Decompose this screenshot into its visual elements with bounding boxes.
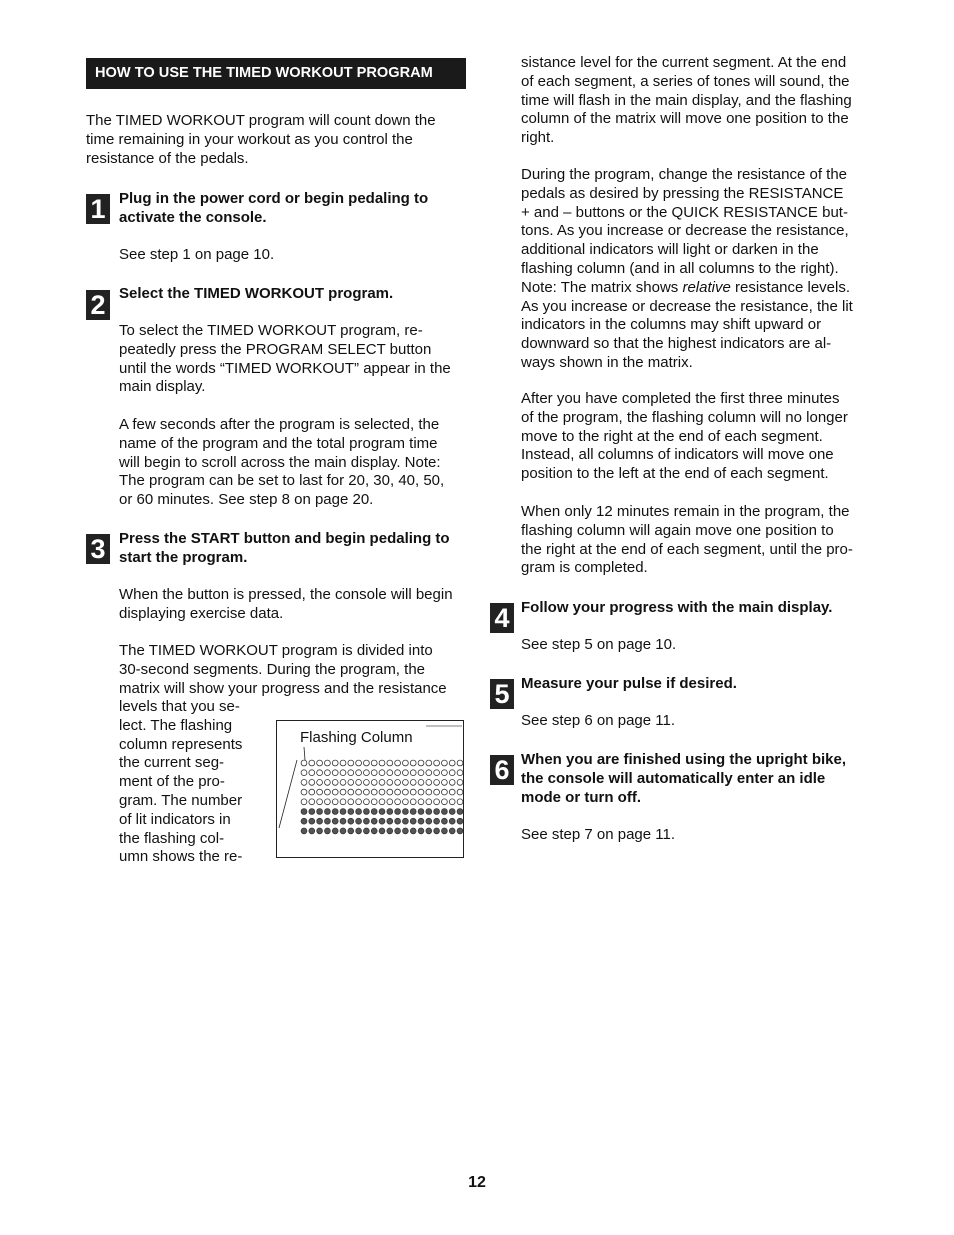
matrix-indicator [371, 760, 377, 766]
text-line: When the button is pressed, the console will begin [119, 586, 453, 603]
matrix-indicator [371, 789, 377, 795]
text-line: During the program, change the resistance of the [521, 166, 848, 183]
matrix-indicator [348, 780, 354, 786]
matrix-indicator [325, 799, 331, 805]
matrix-indicator [457, 818, 463, 824]
matrix-indicator [309, 780, 315, 786]
matrix-indicator [379, 770, 385, 776]
matrix-indicator [379, 799, 385, 805]
text-line: activate the console. [119, 208, 267, 226]
text-line: or 60 minutes. See step 8 on page 20. [119, 491, 374, 509]
text-line: downward so that the highest indicators are al- [521, 335, 832, 353]
matrix-indicator [340, 789, 346, 795]
matrix-indicator [371, 780, 377, 786]
matrix-indicator [301, 818, 307, 824]
text-line: When you are finished using the upright bike, [521, 751, 847, 768]
matrix-indicator [325, 789, 331, 795]
matrix-indicator [387, 818, 393, 824]
text-line: the console will automatically enter an idle [521, 769, 826, 787]
right-paragraph-3 [521, 390, 848, 484]
matrix-indicator [301, 780, 307, 786]
matrix-indicator [301, 828, 307, 834]
matrix-indicator [348, 770, 354, 776]
matrix-indicator [387, 809, 393, 815]
step-4-title [521, 599, 832, 618]
matrix-indicator [449, 760, 455, 766]
matrix-indicator [309, 799, 315, 805]
matrix-indicator [348, 760, 354, 766]
text-line: time remaining in your workout as you control the [86, 130, 413, 148]
flashing-column-label: Flashing Column [300, 729, 413, 746]
text-line: When only 12 minutes remain in the program, the [521, 503, 850, 520]
matrix-indicator [418, 799, 424, 805]
matrix-indicator [434, 809, 440, 815]
step-3-text-b [119, 642, 447, 698]
text-line: gram is completed. [521, 559, 648, 577]
step-2-title [119, 285, 393, 304]
matrix-indicator [379, 818, 385, 824]
matrix-indicator [332, 818, 338, 824]
matrix-indicator [348, 809, 354, 815]
matrix-indicator [434, 770, 440, 776]
matrix-indicator [387, 799, 393, 805]
step-5-title [521, 675, 737, 694]
matrix-indicator [301, 789, 307, 795]
text-line: gram. The number [119, 791, 243, 809]
text-line: As you increase or decrease the resistance, the lit [521, 297, 853, 315]
matrix-indicator [418, 828, 424, 834]
matrix-indicator [356, 770, 362, 776]
matrix-indicator [418, 789, 424, 795]
right-paragraph-1 [521, 54, 852, 148]
matrix-indicator [317, 780, 323, 786]
text-line: position to the left at the end of each segment. [521, 465, 829, 483]
matrix-indicator [418, 770, 424, 776]
step-3-title [119, 530, 450, 568]
matrix-indicator [379, 780, 385, 786]
matrix-indicator [309, 809, 315, 815]
page-number: 12 [468, 1174, 486, 1191]
step-3-text-c [119, 698, 242, 867]
text-line: The TIMED WORKOUT program is divided into [119, 642, 433, 659]
matrix-indicator [348, 789, 354, 795]
matrix-indicator [364, 780, 370, 786]
matrix-indicator [395, 799, 401, 805]
text-line: Press the START button and begin pedaling to [119, 530, 450, 547]
matrix-indicator [426, 780, 432, 786]
step-3-text-a [119, 586, 453, 624]
matrix-indicator [457, 828, 463, 834]
matrix-indicator [418, 760, 424, 766]
matrix-indicator [332, 828, 338, 834]
matrix-indicator [340, 828, 346, 834]
step-number-3: 3 [86, 534, 110, 564]
text-line: Select the TIMED WORKOUT program. [119, 285, 394, 302]
text-line: umn shows the re- [119, 848, 243, 866]
text-line: sistance level for the current segment. At the end [521, 54, 847, 71]
matrix-indicator [426, 760, 432, 766]
text-line: of lit indicators in [119, 810, 231, 828]
matrix-indicator [356, 789, 362, 795]
text-line: of each segment, a series of tones will sound, the [521, 72, 850, 90]
matrix-indicator [309, 789, 315, 795]
matrix-indicator [379, 828, 385, 834]
matrix-indicator [449, 828, 455, 834]
matrix-indicator [434, 760, 440, 766]
matrix-indicator [410, 760, 416, 766]
matrix-indicator [364, 818, 370, 824]
matrix-indicator [364, 760, 370, 766]
right-paragraph-2 [521, 166, 853, 373]
text-line: column represents [119, 735, 243, 753]
step-6-title [521, 751, 846, 807]
matrix-indicator [410, 770, 416, 776]
matrix-indicator [457, 770, 463, 776]
text-line: will begin to scroll across the main display. Note: [119, 453, 441, 471]
matrix-indicator [301, 809, 307, 815]
matrix-indicator [379, 789, 385, 795]
text-line: levels that you se- [119, 698, 240, 715]
text-line: flashing column will again move one position to [521, 521, 834, 539]
text-line: 30-second segments. During the program, the [119, 660, 425, 678]
text-line: main display. [119, 378, 206, 396]
text-line: tons. As you increase or decrease the resistance, [521, 222, 849, 240]
matrix-indicator [410, 799, 416, 805]
text-line: start the program. [119, 548, 248, 566]
text-line: the flashing col- [119, 829, 225, 847]
text-line: resistance of the pedals. [86, 149, 249, 167]
matrix-indicator [410, 818, 416, 824]
matrix-indicator [387, 770, 393, 776]
text-line: See step 1 on page 10. [119, 246, 275, 263]
text-line: See step 7 on page 11. [521, 826, 676, 843]
matrix-indicator [449, 780, 455, 786]
matrix-indicator [395, 780, 401, 786]
text-line: additional indicators will light or darken in the [521, 241, 819, 259]
matrix-indicator [449, 799, 455, 805]
matrix-indicator [364, 770, 370, 776]
step-1-text [119, 246, 274, 265]
matrix-indicator [379, 809, 385, 815]
matrix-indicator [332, 789, 338, 795]
matrix-indicator [395, 770, 401, 776]
matrix-indicator [309, 760, 315, 766]
matrix-indicator [340, 780, 346, 786]
matrix-indicator [449, 809, 455, 815]
matrix-indicator [325, 828, 331, 834]
matrix-indicator [309, 818, 315, 824]
step-number-6: 6 [490, 755, 514, 785]
text-line: ment of the pro- [119, 773, 225, 791]
matrix-indicator [434, 799, 440, 805]
matrix-indicator [403, 828, 409, 834]
matrix-indicator [403, 760, 409, 766]
matrix-indicator [356, 780, 362, 786]
matrix-indicator [426, 809, 432, 815]
text-line: The TIMED WORKOUT program will count down the [86, 112, 436, 129]
matrix-indicator [332, 799, 338, 805]
matrix-indicator [395, 789, 401, 795]
matrix-indicator [387, 780, 393, 786]
text-line: indicators in the columns may shift upward or [521, 316, 822, 334]
matrix-indicator [364, 789, 370, 795]
matrix-indicator [434, 818, 440, 824]
matrix-indicator [340, 809, 346, 815]
text-line: displaying exercise data. [119, 604, 284, 622]
matrix-indicator [325, 770, 331, 776]
matrix-indicator [332, 770, 338, 776]
text-line: move to the right at the end of each segment. [521, 427, 823, 445]
matrix-indicator [379, 760, 385, 766]
matrix-indicator [325, 780, 331, 786]
matrix-indicator [356, 828, 362, 834]
matrix-indicator [426, 799, 432, 805]
text-line: column of the matrix will move one position to the [521, 110, 849, 128]
matrix-indicator [387, 789, 393, 795]
step-4-text [521, 636, 676, 655]
matrix-indicator [410, 809, 416, 815]
matrix-indicator [442, 789, 448, 795]
matrix-indicator [340, 760, 346, 766]
matrix-indicator [325, 809, 331, 815]
matrix-indicator [364, 799, 370, 805]
matrix-indicator [332, 780, 338, 786]
right-paragraph-4 [521, 503, 853, 578]
matrix-indicator [317, 828, 323, 834]
text-line: ways shown in the matrix. [521, 353, 693, 371]
matrix-indicator [371, 770, 377, 776]
text-line: Measure your pulse if desired. [521, 675, 737, 692]
matrix-indicator [340, 799, 346, 805]
matrix-indicator [449, 818, 455, 824]
matrix-indicator [356, 760, 362, 766]
matrix-indicator [457, 809, 463, 815]
matrix-indicator [403, 799, 409, 805]
matrix-indicator [317, 789, 323, 795]
matrix-indicator [364, 809, 370, 815]
matrix-indicator [418, 809, 424, 815]
matrix-indicator [325, 760, 331, 766]
step-number-2: 2 [86, 290, 110, 320]
matrix-indicator [332, 809, 338, 815]
matrix-indicator [426, 770, 432, 776]
matrix-indicator [442, 809, 448, 815]
text-line: The program can be set to last for 20, 30, 40, 50, [119, 472, 445, 490]
text-line: pedals as desired by pressing the RESISTANCE [521, 184, 844, 202]
matrix-indicator [449, 770, 455, 776]
matrix-indicator [442, 770, 448, 776]
text-line: To select the TIMED WORKOUT program, re- [119, 322, 423, 339]
matrix-indicator [457, 780, 463, 786]
matrix-indicator [442, 818, 448, 824]
matrix-indicator [395, 818, 401, 824]
step-6-text [521, 826, 675, 845]
text-line: A few seconds after the program is selected, the [119, 416, 440, 433]
text-line: matrix will show your progress and the resistance [119, 679, 447, 697]
text-line: of the program, the flashing column will no longer [521, 408, 848, 426]
matrix-indicator [325, 818, 331, 824]
text-line: mode or turn off. [521, 788, 641, 806]
note-prefix: Note: The matrix shows [521, 278, 683, 296]
matrix-indicator [457, 760, 463, 766]
text-line: right. [521, 129, 555, 147]
matrix-indicator [434, 828, 440, 834]
matrix-indicator [426, 818, 432, 824]
text-line: Plug in the power cord or begin pedaling to [119, 190, 429, 207]
step-number-4: 4 [490, 603, 514, 633]
step-2-text-a [119, 322, 451, 397]
matrix-indicator [403, 818, 409, 824]
step-number-1: 1 [86, 194, 110, 224]
matrix-indicator [317, 799, 323, 805]
matrix-indicator [395, 809, 401, 815]
matrix-indicator [371, 809, 377, 815]
matrix-indicator [395, 828, 401, 834]
matrix-indicator [418, 780, 424, 786]
matrix-indicator [356, 818, 362, 824]
matrix-indicator [403, 780, 409, 786]
text-line: time will flash in the main display, and the flashing [521, 91, 852, 109]
text-line: After you have completed the first three minutes [521, 390, 840, 407]
matrix-indicator [371, 818, 377, 824]
matrix-indicator [403, 809, 409, 815]
matrix-indicator [317, 760, 323, 766]
matrix-indicator [309, 770, 315, 776]
text-line: + and – buttons or the QUICK RESISTANCE but- [521, 203, 848, 221]
matrix-indicator [317, 818, 323, 824]
matrix-indicator [387, 828, 393, 834]
step-2-text-b [119, 416, 444, 510]
text-line: See step 6 on page 11. [521, 712, 676, 729]
matrix-indicator [442, 799, 448, 805]
matrix-indicator [403, 789, 409, 795]
matrix-indicator [403, 770, 409, 776]
text-line: lect. The flashing [119, 716, 233, 734]
matrix-indicator [426, 828, 432, 834]
matrix-indicator [434, 780, 440, 786]
note-emphasis: relative [682, 278, 731, 296]
matrix-indicator [442, 828, 448, 834]
matrix-indicator [410, 828, 416, 834]
text-line: Follow your progress with the main display. [521, 599, 833, 616]
matrix-indicator [301, 770, 307, 776]
text-line: peatedly press the PROGRAM SELECT button [119, 340, 432, 358]
note-suffix: resistance levels. [730, 278, 851, 296]
matrix-indicator [348, 799, 354, 805]
matrix-indicator [442, 760, 448, 766]
text-line: name of the program and the total program time [119, 434, 438, 452]
matrix-indicator [418, 818, 424, 824]
matrix-indicator [442, 780, 448, 786]
matrix-indicator [332, 760, 338, 766]
text-line: the current seg- [119, 754, 225, 772]
matrix-indicator [356, 799, 362, 805]
matrix-indicator [371, 828, 377, 834]
matrix-figure [276, 720, 464, 858]
matrix-indicator [317, 809, 323, 815]
step-1-title [119, 190, 428, 228]
matrix-indicator [356, 809, 362, 815]
matrix-indicator [410, 789, 416, 795]
matrix-indicator [348, 818, 354, 824]
matrix-indicator [410, 780, 416, 786]
matrix-indicator [434, 789, 440, 795]
matrix-indicator [317, 770, 323, 776]
matrix-indicator [301, 799, 307, 805]
matrix-indicator [309, 828, 315, 834]
text-line: See step 5 on page 10. [521, 636, 677, 653]
matrix-indicator [449, 789, 455, 795]
matrix-indicator [364, 828, 370, 834]
matrix-indicator [426, 789, 432, 795]
step-number-5: 5 [490, 679, 514, 709]
text-line: flashing column (and in all columns to the right). [521, 259, 839, 277]
matrix-indicator [395, 760, 401, 766]
matrix-indicator [340, 770, 346, 776]
matrix-indicator [457, 799, 463, 805]
matrix-indicator [387, 760, 393, 766]
section-header: HOW TO USE THE TIMED WORKOUT PROGRAM [86, 58, 466, 89]
text-line: the right at the end of each segment, until the pro- [521, 540, 853, 558]
matrix-indicator [340, 818, 346, 824]
matrix-indicator [371, 799, 377, 805]
text-line: until the words “TIMED WORKOUT” appear in the [119, 359, 451, 377]
text-line: Instead, all columns of indicators will move one [521, 446, 834, 464]
matrix-indicator [348, 828, 354, 834]
step-5-text [521, 712, 675, 731]
matrix-indicator [301, 760, 307, 766]
matrix-indicator [457, 789, 463, 795]
intro-paragraph [86, 112, 436, 168]
